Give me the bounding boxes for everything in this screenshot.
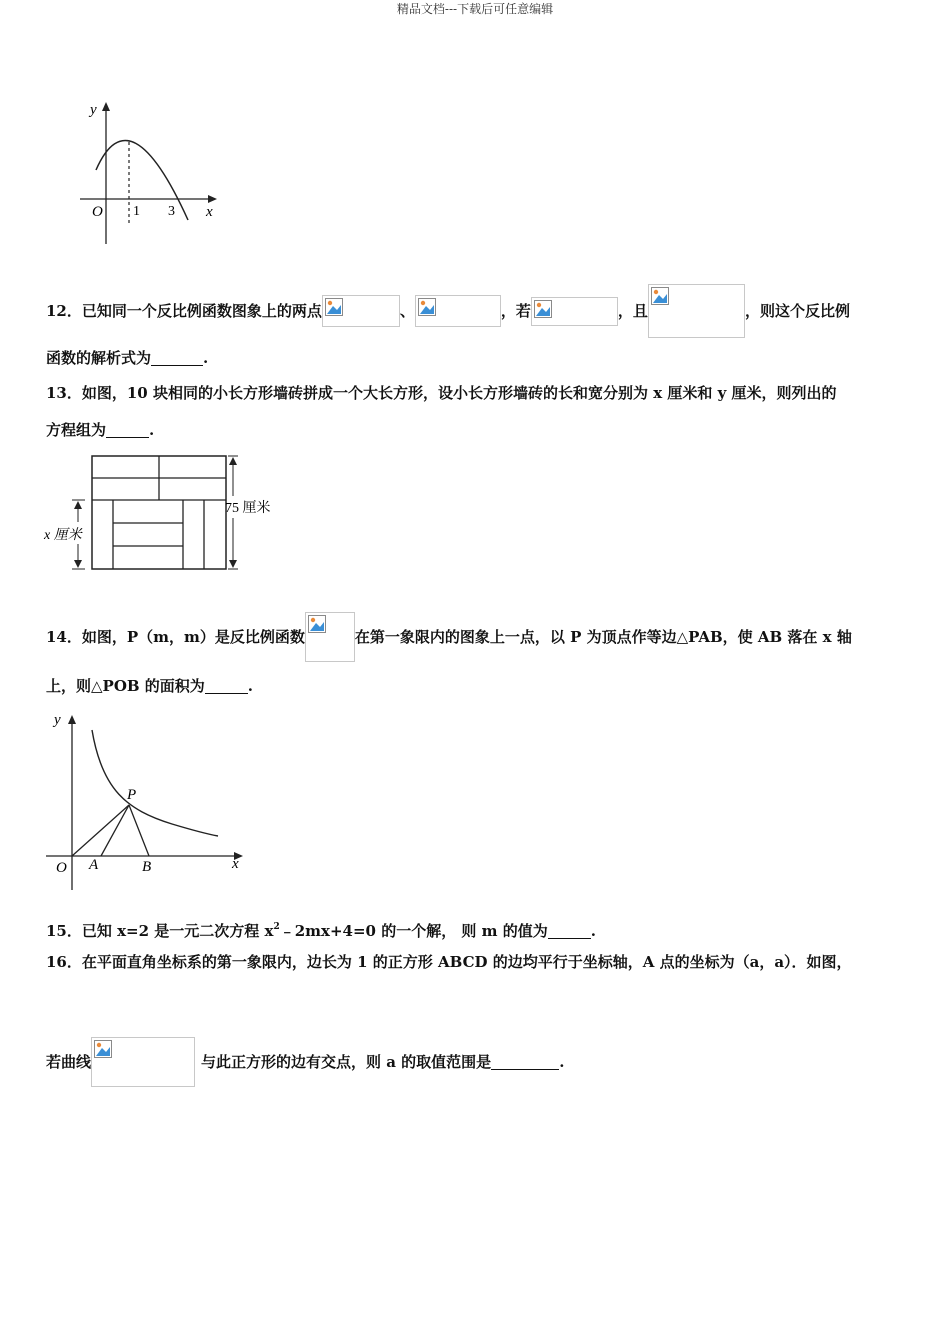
q13-line-1 <box>46 382 837 403</box>
parabola-graph <box>72 98 222 248</box>
q14-line-1 <box>46 612 852 662</box>
broken-image-icon <box>325 298 343 316</box>
broken-image-icon <box>94 1040 112 1058</box>
broken-image-icon <box>534 300 552 318</box>
curve-formula-image <box>91 1037 195 1087</box>
width-label: x 厘米 <box>44 528 82 543</box>
q13-line-2 <box>46 419 154 440</box>
x-axis-label: x <box>206 204 213 220</box>
point-b-label: B <box>142 859 152 875</box>
q12-text-3: 函数的解析式为 <box>46 349 152 367</box>
tick-1-label: 1 <box>133 204 140 219</box>
q15-end: . <box>590 922 596 940</box>
origin-label: O <box>92 204 103 220</box>
q14-answer-blank <box>205 679 248 694</box>
q12-separator-3: ，且 <box>617 302 648 320</box>
q16-end: . <box>559 1053 565 1071</box>
q15-answer-blank <box>548 924 591 939</box>
q12-text-1: 12．已知同一个反比例函数图象上的两点 <box>46 302 322 320</box>
point-a-formula-image <box>322 295 400 327</box>
q12-line-1 <box>46 284 850 338</box>
q16-text-3: 与此正方形的边有交点，则 a 的取值范围是 <box>201 1053 492 1071</box>
q15-line <box>46 917 596 941</box>
q16-text-2: 若曲线 <box>46 1053 92 1071</box>
inverse-function-formula-image <box>305 612 355 662</box>
tick-3-label: 3 <box>168 204 175 219</box>
q14-text-3: 上，则△POB 的面积为 <box>46 677 205 695</box>
q16-text-1: 16．在平面直角坐标系的第一象限内，边长为 1 的正方形 ABCD 的边均平行于坐标轴，A 点的坐标为（a，a）．如图， <box>46 953 852 971</box>
q12-separator-2: ，若 <box>500 302 531 320</box>
height-label: 75 厘米 <box>225 501 271 516</box>
q12-separator-1: 、 <box>399 302 415 320</box>
condition-formula-image <box>531 297 618 326</box>
q12-end: . <box>203 349 209 367</box>
q16-line-1 <box>46 951 852 972</box>
point-b-formula-image <box>415 295 501 327</box>
q14-text-2: 在第一象限内的图象上一点，以 P 为顶点作等边△PAB，使 AB 落在 x 轴 <box>354 628 852 646</box>
second-condition-formula-image <box>648 284 745 338</box>
q12-text-2: ，则这个反比例 <box>744 302 850 320</box>
q13-text-2: 方程组为 <box>46 421 107 439</box>
broken-image-icon <box>308 615 326 633</box>
q13-end: . <box>149 421 155 439</box>
q12-answer-blank <box>151 351 203 366</box>
q15-text-2: ﹣2mx+4=0 的一个解， 则 m 的值为 <box>279 922 548 940</box>
hyperbola-triangle-graph <box>42 710 252 895</box>
q15-text-1: 15．已知 x=2 是一元二次方程 x <box>46 922 274 940</box>
q16-answer-blank <box>491 1055 559 1070</box>
q15-superscript: 2 <box>273 922 280 932</box>
y-axis-label: y <box>54 712 61 728</box>
q14-text-1: 14．如图，P（m，m）是反比例函数 <box>46 628 305 646</box>
broken-image-icon <box>651 287 669 305</box>
x-axis-label: x <box>232 856 239 872</box>
point-p-label: P <box>127 787 137 803</box>
brick-wall-figure <box>42 452 292 576</box>
broken-image-icon <box>418 298 436 316</box>
q13-text-1: 13．如图，10 块相同的小长方形墙砖拼成一个大长方形，设小长方形墙砖的长和宽分别为 x 厘米和 y 厘米，则列出的 <box>46 384 837 402</box>
y-axis-label: y <box>90 102 97 118</box>
q14-line-2 <box>46 675 253 696</box>
point-a-label: A <box>89 857 99 873</box>
q12-line-2 <box>46 347 208 368</box>
q14-end: . <box>247 677 254 695</box>
q16-line-2 <box>46 1037 564 1087</box>
origin-label: O <box>56 860 67 876</box>
q13-answer-blank <box>106 423 149 438</box>
page-header: 精品文档---下载后可任意编辑 <box>396 2 554 16</box>
